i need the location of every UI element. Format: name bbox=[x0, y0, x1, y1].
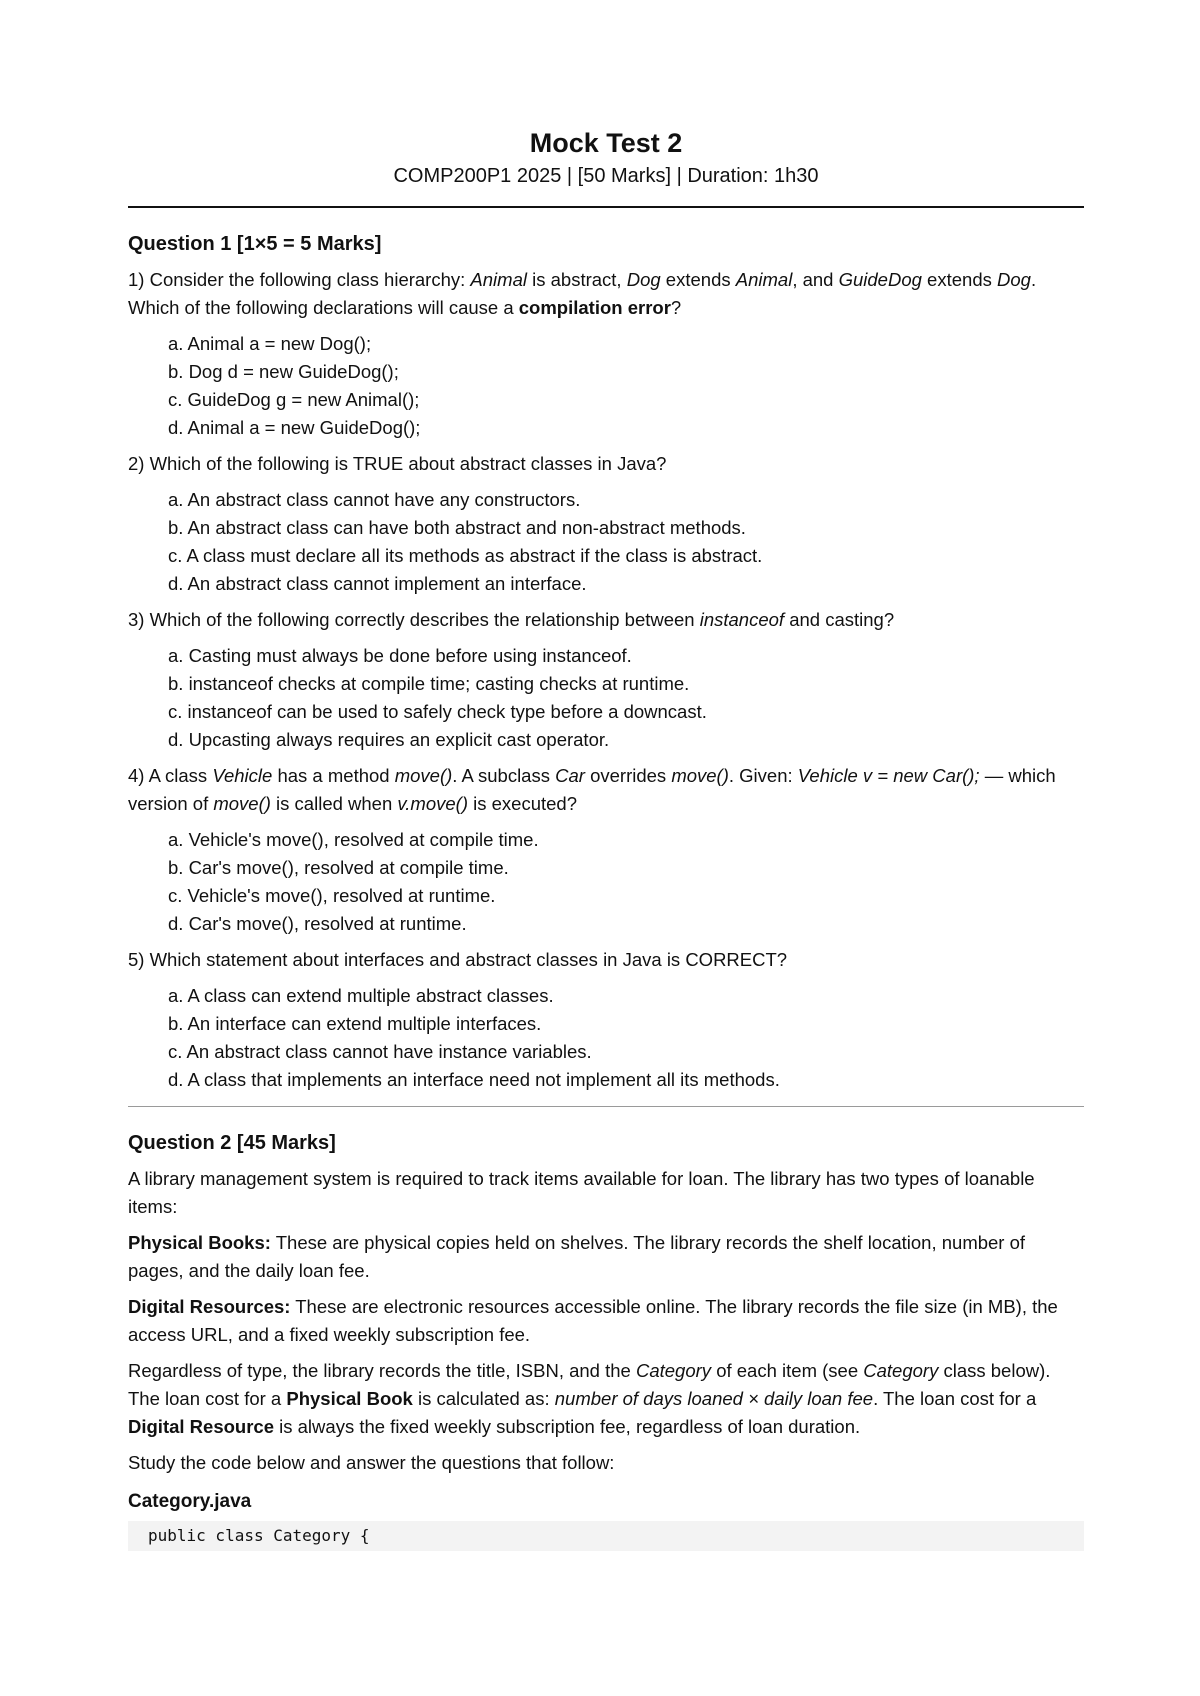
loan-cost-paragraph: Regardless of type, the library records the title, ISBN, and the Category of each item (see Category class below). The loan cost for a Physical Book is calculated as: number of days loaned × daily loan fee. The loan cost for a Digital Resource is always the fixed weekly subscription fee, regardless of loan duration. bbox=[128, 1360, 1051, 1437]
question-2-heading: Question 2 [45 Marks] bbox=[128, 1132, 336, 1154]
option-item: b. Car's move(), resolved at compile time. bbox=[168, 857, 509, 878]
option-item: a. Vehicle's move(), resolved at compile time. bbox=[168, 829, 539, 850]
question-1-1-stem: 1) Consider the following class hierarchy: Animal is abstract, Dog extends Animal, and GuideDog extends Dog. Which of the following declarations will cause a compilation error? bbox=[128, 269, 1037, 318]
option-item: c. instanceof can be used to safely check type before a downcast. bbox=[168, 701, 707, 722]
code-file-title: Category.java bbox=[128, 1491, 252, 1512]
study-instruction: Study the code below and answer the questions that follow: bbox=[128, 1452, 615, 1473]
page-title: Mock Test 2 bbox=[529, 128, 683, 158]
question-2-section bbox=[128, 1129, 1084, 1551]
header-divider bbox=[128, 206, 1084, 208]
section-divider bbox=[128, 1106, 1084, 1107]
question-1-5-stem: 5) Which statement about interfaces and abstract classes in Java is CORRECT? bbox=[128, 949, 788, 970]
question-1-3-stem: 3) Which of the following correctly describes the relationship between instanceof and casting? bbox=[128, 609, 895, 630]
page-subtitle: COMP200P1 2025 | [50 Marks] | Duration: 1h30 bbox=[393, 165, 819, 187]
option-item: a. Casting must always be done before using instanceof. bbox=[168, 645, 632, 666]
question-1-2-stem: 2) Which of the following is TRUE about abstract classes in Java? bbox=[128, 453, 667, 474]
option-item: d. Upcasting always requires an explicit cast operator. bbox=[168, 729, 610, 750]
option-item: b. An abstract class can have both abstract and non-abstract methods. bbox=[168, 517, 746, 538]
question-2-intro: A library management system is required to track items available for loan. The library has two types of loanable items: bbox=[128, 1168, 1035, 1217]
option-item: a. An abstract class cannot have any constructors. bbox=[168, 489, 581, 510]
option-item: b. instanceof checks at compile time; casting checks at runtime. bbox=[168, 673, 690, 694]
option-item: b. Dog d = new GuideDog(); bbox=[168, 361, 399, 382]
option-item: d. Animal a = new GuideDog(); bbox=[168, 417, 421, 438]
option-item: b. An interface can extend multiple interfaces. bbox=[168, 1013, 542, 1034]
physical-books-paragraph: Physical Books: These are physical copies held on shelves. The library records the shelf location, number of pages, and the daily loan fee. bbox=[128, 1232, 1026, 1281]
page-content bbox=[128, 126, 1084, 1551]
question-1-4-stem: 4) A class Vehicle has a method move(). A subclass Car overrides move(). Given: Vehicle v = new Car(); — which version of move() is called when v.move() is executed? bbox=[128, 765, 1056, 814]
question-1-3-options bbox=[128, 642, 1084, 754]
question-1-heading: Question 1 [1×5 = 5 Marks] bbox=[128, 233, 382, 255]
question-1-2-options bbox=[128, 486, 1084, 598]
option-item: c. Vehicle's move(), resolved at runtime. bbox=[168, 885, 496, 906]
option-item: a. Animal a = new Dog(); bbox=[168, 333, 372, 354]
option-item: a. A class can extend multiple abstract classes. bbox=[168, 985, 554, 1006]
option-item: c. A class must declare all its methods as abstract if the class is abstract. bbox=[168, 545, 763, 566]
question-1-4-options bbox=[128, 826, 1084, 938]
option-item: c. GuideDog g = new Animal(); bbox=[168, 389, 420, 410]
question-1-5-options bbox=[128, 982, 1084, 1094]
question-1-1-options bbox=[128, 330, 1084, 442]
option-item: c. An abstract class cannot have instance variables. bbox=[168, 1041, 592, 1062]
option-item: d. An abstract class cannot implement an interface. bbox=[168, 573, 587, 594]
digital-resources-paragraph: Digital Resources: These are electronic resources accessible online. The library records the file size (in MB), the access URL, and a fixed weekly subscription fee. bbox=[128, 1296, 1058, 1345]
option-item: d. Car's move(), resolved at runtime. bbox=[168, 913, 467, 934]
question-1-section bbox=[128, 230, 1084, 1094]
option-item: d. A class that implements an interface need not implement all its methods. bbox=[168, 1069, 780, 1090]
code-block: public class Category { bbox=[128, 1521, 1084, 1551]
